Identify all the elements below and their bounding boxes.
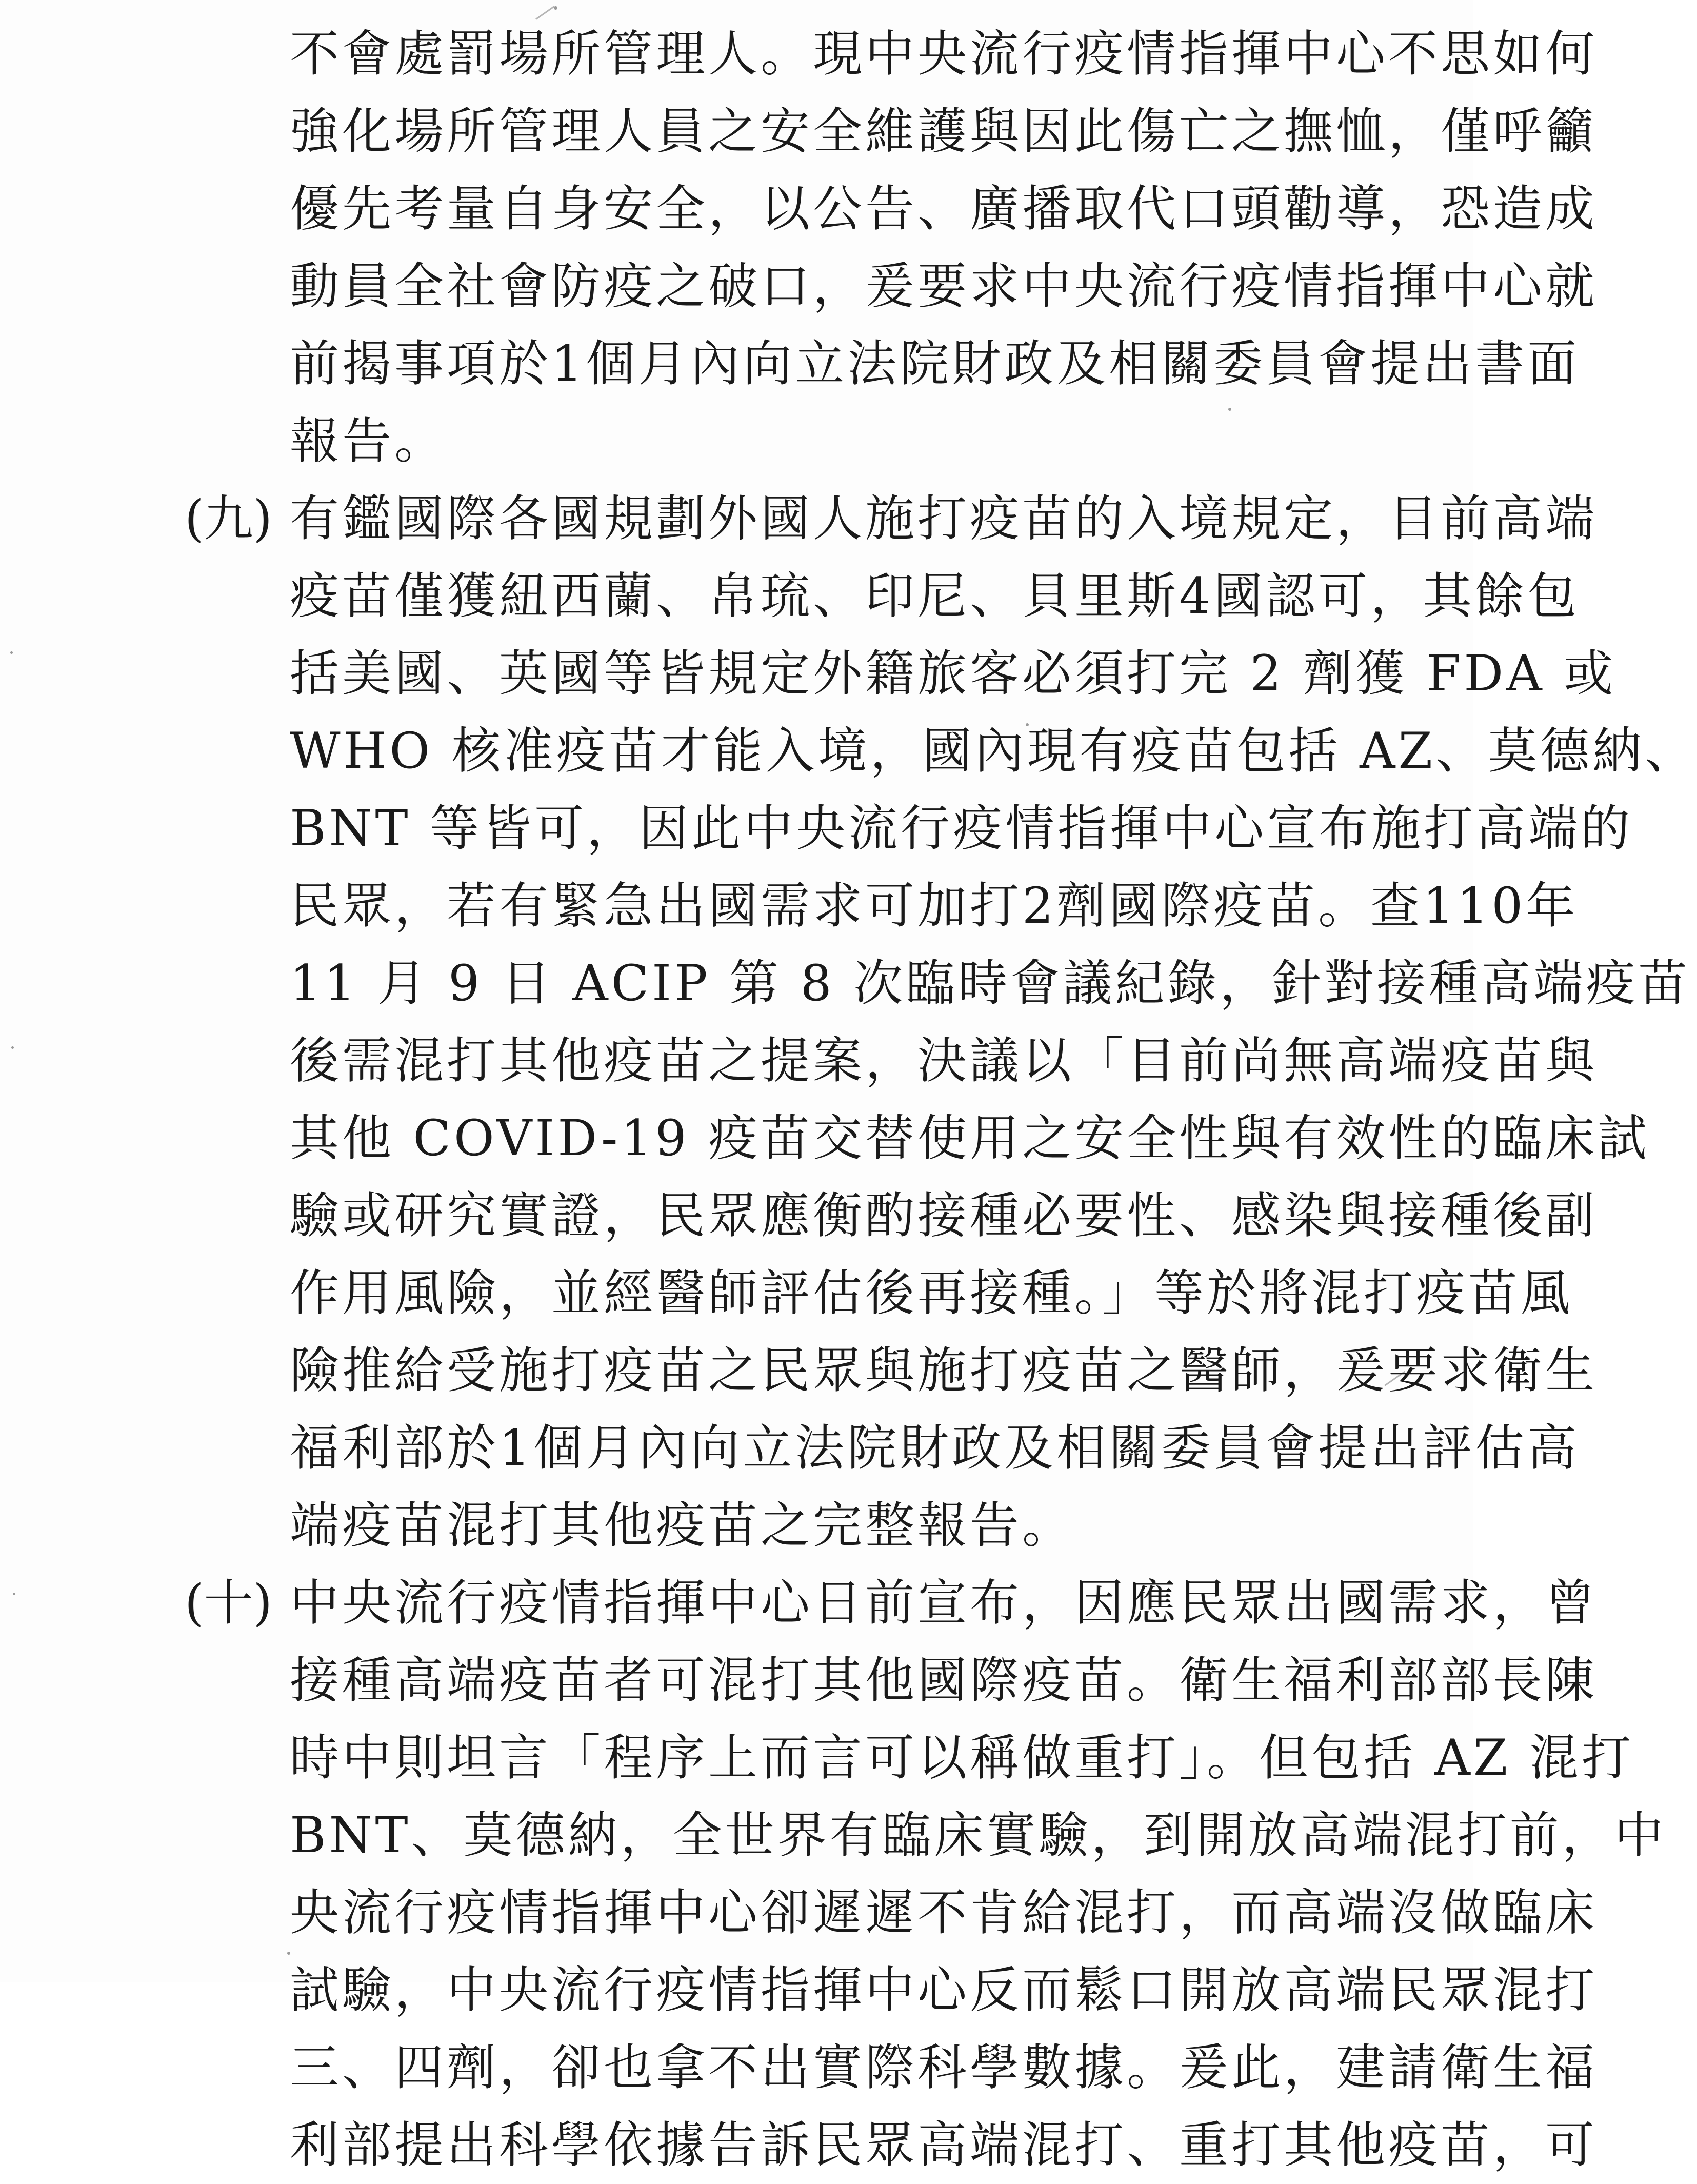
text-line: 中央流行疫情指揮中心日前宣布，因應民眾出國需求，曾 (290, 1574, 1598, 1632)
item-marker: (九) (185, 490, 272, 547)
text-line: 作用風險，並經醫師評估後再接種。」等於將混打疫苗風 (290, 1264, 1573, 1322)
text-line: BNT、莫德納，全世界有臨床實驗，到開放高端混打前，中 (290, 1806, 1667, 1864)
text-line: 端疫苗混打其他疫苗之完整報告。 (290, 1497, 1074, 1554)
text-line: 驗或研究實證，民眾應衡酌接種必要性、感染與接種後副 (290, 1187, 1598, 1244)
text-line: 民眾，若有緊急出國需求可加打2劑國際疫苗。查110年 (290, 877, 1579, 935)
text-line: 疫苗僅獲紐西蘭、帛琉、印尼、貝里斯4國認可，其餘包 (290, 567, 1580, 625)
item-paragraph-9 (185, 480, 1697, 1564)
text-line: 時中則坦言「程序上而言可以稱做重打」。但包括 AZ 混打 (290, 1729, 1634, 1786)
text-line: WHO 核准疫苗才能入境，國內現有疫苗包括 AZ、莫德納、 (290, 722, 1697, 780)
item-paragraph-10 (185, 1564, 1667, 2184)
scan-speck (11, 1046, 14, 1049)
text-line: 括美國、英國等皆規定外籍旅客必須打完 2 劑獲 FDA 或 (290, 645, 1616, 702)
scan-speck (13, 1593, 15, 1595)
text-line: 優先考量自身安全，以公告、廣播取代口頭勸導，恐造成 (290, 180, 1598, 237)
text-line: BNT 等皆可，因此中央流行疫情指揮中心宣布施打高端的 (290, 800, 1633, 857)
text-line: 前揭事項於1個月內向立法院財政及相關委員會提出書面 (290, 335, 1580, 392)
text-line: 險推給受施打疫苗之民眾與施打疫苗之醫師，爰要求衛生 (290, 1342, 1598, 1399)
text-line: 11 月 9 日 ACIP 第 8 次臨時會議紀錄，針對接種高端疫苗 (290, 955, 1691, 1012)
text-line: 動員全社會防疫之破口，爰要求中央流行疫情指揮中心就 (290, 257, 1598, 315)
scan-speck (10, 651, 13, 654)
intro-paragraph (185, 15, 1598, 480)
text-line: 強化場所管理人員之安全維護與因此傷亡之撫恤，僅呼籲 (290, 103, 1598, 160)
document-body (185, 15, 1697, 2184)
text-line: 不會處罰場所管理人。現中央流行疫情指揮中心不思如何 (290, 25, 1598, 83)
text-line: 其他 COVID-19 疫苗交替使用之安全性與有效性的臨床試 (290, 1109, 1650, 1167)
text-line: 利部提出科學依據告訴民眾高端混打、重打其他疫苗，可 (290, 2116, 1598, 2174)
text-line: 有鑑國際各國規劃外國人施打疫苗的入境規定，目前高端 (290, 490, 1598, 547)
item-marker: (十) (185, 1574, 272, 1632)
text-line: 報告。 (290, 412, 447, 470)
text-line: 福利部於1個月內向立法院財政及相關委員會提出評估高 (290, 1419, 1580, 1477)
text-line: 接種高端疫苗者可混打其他國際疫苗。衛生福利部部長陳 (290, 1652, 1598, 1709)
text-line: 央流行疫情指揮中心卻遲遲不肯給混打，而高端沒做臨床 (290, 1884, 1598, 1941)
text-line: 試驗，中央流行疫情指揮中心反而鬆口開放高端民眾混打 (290, 1961, 1598, 2019)
text-line: 後需混打其他疫苗之提案，決議以「目前尚無高端疫苗與 (290, 1032, 1598, 1089)
text-line: 三、四劑，卻也拿不出實際科學數據。爰此，建請衛生福 (290, 2039, 1598, 2096)
